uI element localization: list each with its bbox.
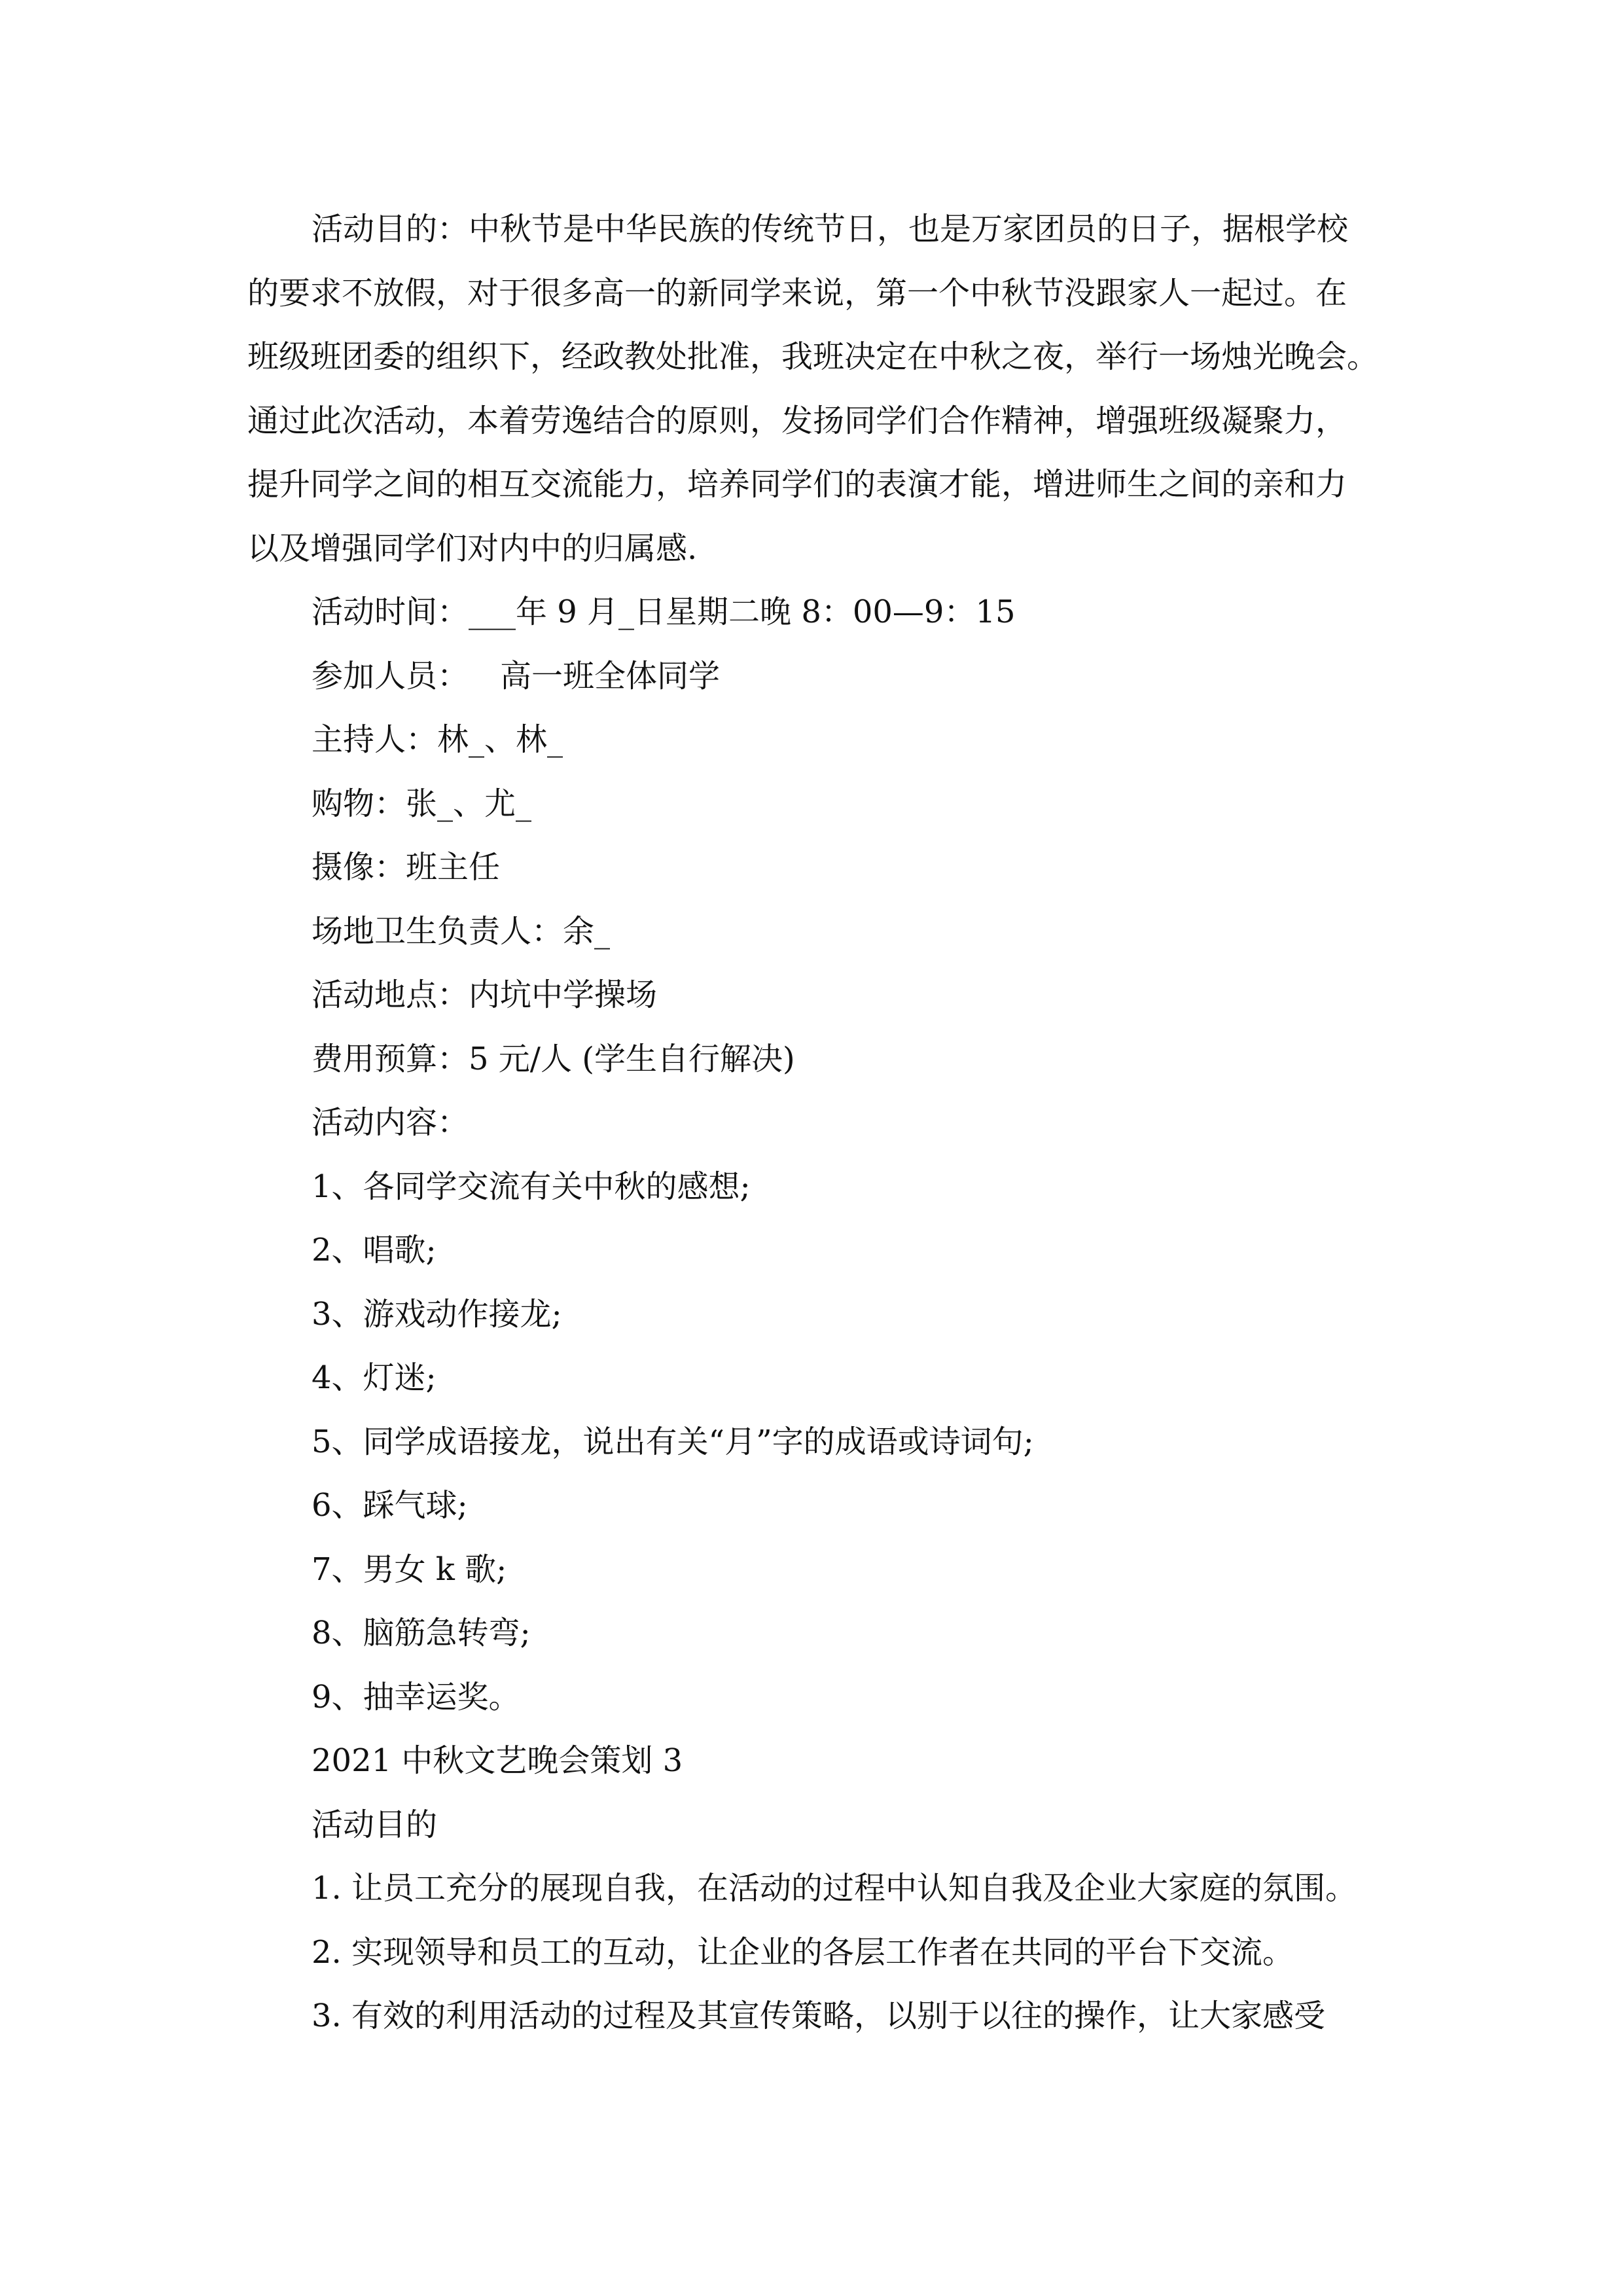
list-item: 9、抽幸运奖。 — [312, 1678, 520, 1715]
activity-time: 活动时间：___年 9 月_日星期二晚 8：00—9：15 — [312, 594, 1016, 630]
location: 活动地点：内坑中学操场 — [312, 977, 658, 1013]
list-item: 8、脑筋急转弯; — [312, 1615, 531, 1651]
participants — [247, 645, 1433, 709]
section-title: 2021 中秋文艺晚会策划 3 — [312, 1742, 683, 1779]
participants-value: 高一班全体同学 — [500, 657, 721, 694]
hygiene: 场地卫生负责人：余_ — [312, 912, 611, 950]
intro-line-1: 活动目的：中秋节是中华民族的传统节日，也是万家团员的日子，据根学校 — [312, 211, 1349, 247]
budget: 费用预算：5 元/人 (学生自行解决) — [312, 1040, 795, 1077]
list-item: 7、男女 k 歌; — [312, 1551, 507, 1588]
host: 主持人：林_、林_ — [312, 721, 563, 758]
goal-item: 2. 实现领导和员工的互动，让企业的各层工作者在共同的平台下交流。 — [312, 1933, 1294, 1971]
list-item: 6、踩气球; — [312, 1487, 468, 1524]
participants-label: 参加人员： — [312, 657, 469, 694]
goal-item: 3. 有效的利用活动的过程及其宣传策略，以别于以往的操作，让大家感受 — [312, 1998, 1326, 2034]
intro-line-5: 提升同学之间的相互交流能力，培养同学们的表演才能，增进师生之间的亲和力 — [247, 466, 1347, 503]
shopping: 购物：张_、尤_ — [312, 785, 532, 822]
list-item: 4、灯迷; — [312, 1359, 437, 1396]
goal-heading: 活动目的 — [312, 1806, 438, 1843]
intro-line-2: 的要求不放假，对于很多高一的新同学来说，第一个中秋节没跟家人一起过。在 — [247, 274, 1347, 312]
content-heading: 活动内容： — [312, 1104, 469, 1141]
intro-line-6: 以及增强同学们对内中的归属感. — [247, 529, 698, 567]
intro-line-3: 班级班团委的组织下，经政教处批准，我班决定在中秋之夜，举行一场烛光晚会。 — [247, 338, 1379, 375]
intro-line-4: 通过此次活动，本着劳逸结合的原则，发扬同学们合作精神，增强班级凝聚力， — [247, 402, 1347, 439]
goal-item: 1. 让员工充分的展现自我，在活动的过程中认知自我及企业大家庭的氛围。 — [312, 1870, 1357, 1907]
list-item: 5、同学成语接龙，说出有关“月”字的成语或诗词句; — [312, 1423, 1034, 1460]
list-item: 3、游戏动作接龙; — [312, 1295, 562, 1333]
list-item: 1、各同学交流有关中秋的感想; — [312, 1168, 751, 1205]
list-item: 2、唱歌; — [312, 1232, 437, 1268]
document-body — [247, 198, 1433, 2049]
camera: 摄像：班主任 — [312, 849, 501, 886]
